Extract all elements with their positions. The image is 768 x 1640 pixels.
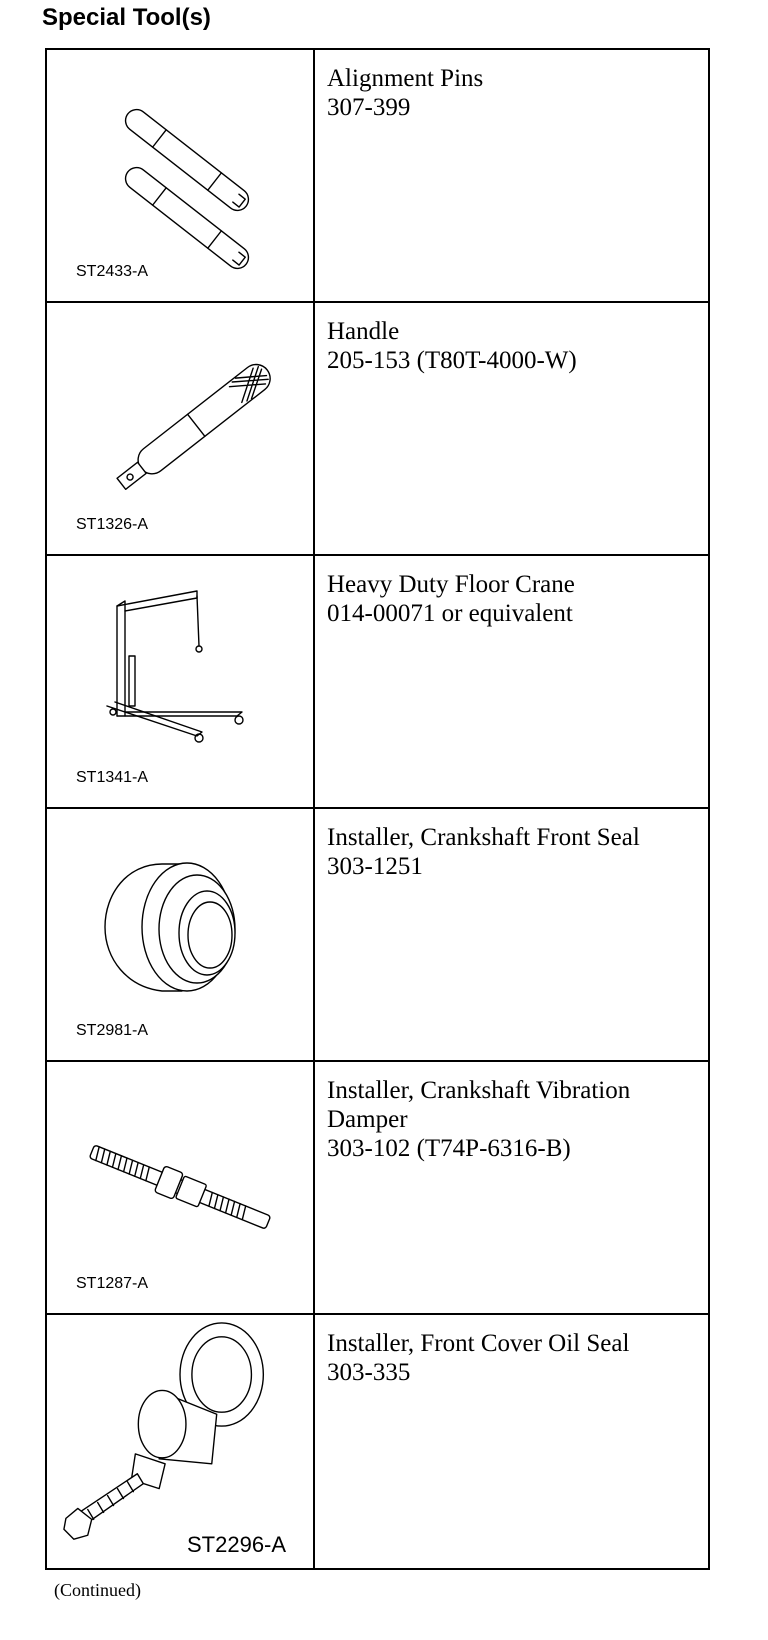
tool-description-cell xyxy=(314,49,709,302)
table-row xyxy=(46,1314,709,1569)
table-row xyxy=(46,808,709,1061)
tool-number: 303-1251 xyxy=(327,853,423,880)
tool-description-cell xyxy=(314,555,709,808)
tool-name: Heavy Duty Floor Crane xyxy=(327,571,575,598)
tool-image-cell xyxy=(46,1314,314,1569)
figure-code: ST2296-A xyxy=(187,1532,287,1557)
figure-code: ST2433-A xyxy=(76,263,149,280)
oil-seal-installer-icon xyxy=(47,1315,313,1566)
tool-description-cell xyxy=(314,302,709,555)
tool-image-cell xyxy=(46,302,314,555)
table-row xyxy=(46,49,709,302)
tool-number: 307-399 xyxy=(327,94,411,121)
figure-code: ST1326-A xyxy=(76,516,149,533)
table-row xyxy=(46,302,709,555)
figure-code: ST1287-A xyxy=(76,1275,149,1292)
tool-image-cell xyxy=(46,1061,314,1314)
tool-number: 303-335 xyxy=(327,1359,411,1386)
tool-image-cell xyxy=(46,555,314,808)
tool-image-cell xyxy=(46,808,314,1061)
tool-number: 014-00071 or equivalent xyxy=(327,600,573,627)
figure-code: ST1341-A xyxy=(76,769,149,786)
tool-description-cell xyxy=(314,1061,709,1314)
tool-number: 303-102 (T74P-6316-B) xyxy=(327,1135,571,1162)
tool-name: Handle xyxy=(327,318,400,345)
table-row xyxy=(46,555,709,808)
tool-number: 205-153 (T80T-4000-W) xyxy=(327,347,577,374)
tool-image-cell xyxy=(46,49,314,302)
continued-note: (Continued) xyxy=(54,1580,141,1600)
tool-name: Installer, Crankshaft Front Seal xyxy=(327,824,640,851)
tool-description-cell xyxy=(314,1314,709,1569)
tool-name: Installer, Crankshaft Vibration Damper xyxy=(327,1077,631,1133)
tool-description-cell xyxy=(314,808,709,1061)
figure-code: ST2981-A xyxy=(76,1022,149,1039)
tool-name: Installer, Front Cover Oil Seal xyxy=(327,1330,630,1357)
section-title: Special Tool(s) xyxy=(42,4,211,31)
tool-name: Alignment Pins xyxy=(327,65,484,92)
special-tools-table xyxy=(45,48,710,1570)
table-row xyxy=(46,1061,709,1314)
